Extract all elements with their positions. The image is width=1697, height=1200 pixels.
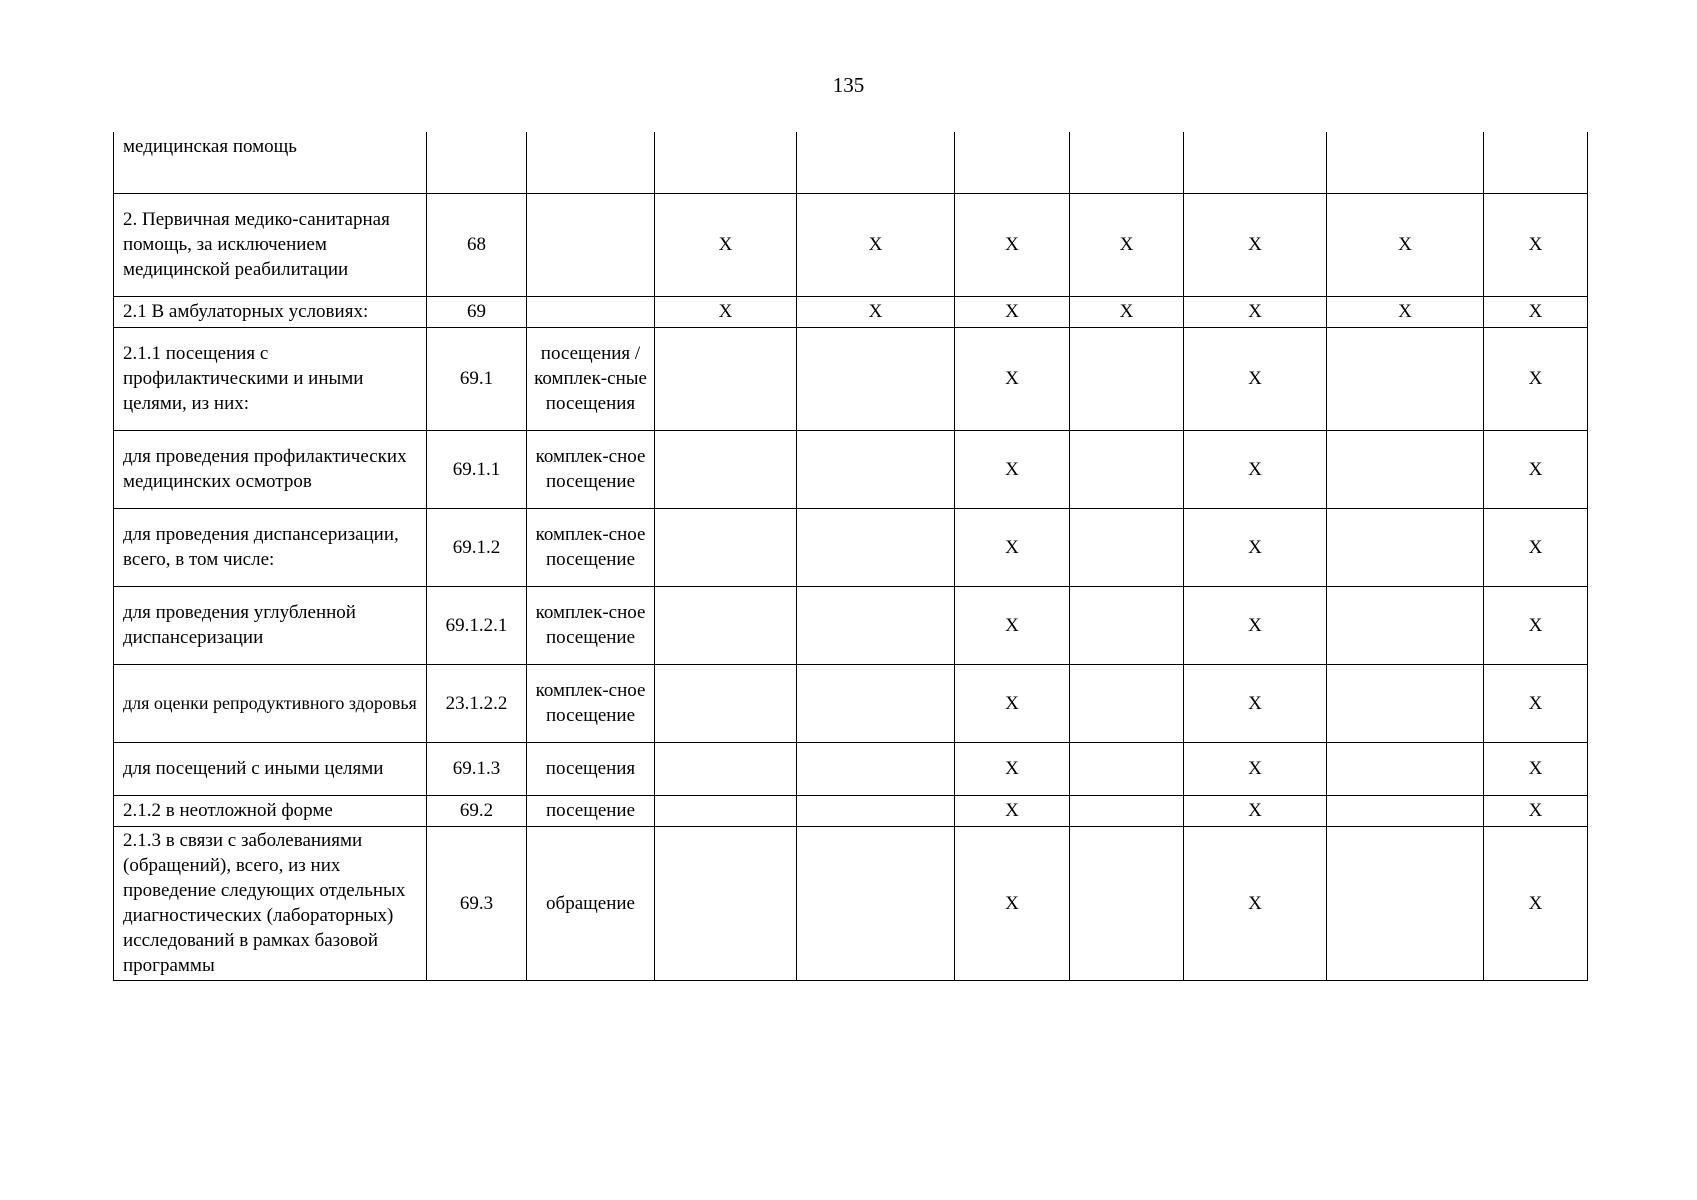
value-cell [955, 296, 1070, 327]
value-cell [1184, 430, 1327, 508]
x-mark: X [1528, 368, 1543, 389]
x-mark: X [718, 301, 733, 322]
x-mark: X [1528, 614, 1543, 636]
row-unit-cell: посещения /комплек-сные посещения [527, 327, 655, 430]
row-code-cell: 69.2 [427, 795, 527, 826]
value-cell [797, 327, 955, 430]
x-mark: X [1119, 234, 1134, 255]
table-row [114, 586, 1588, 664]
x-mark: X [1528, 800, 1543, 821]
value-cell [797, 193, 955, 296]
table-row [114, 193, 1588, 296]
value-cell [655, 430, 797, 508]
x-mark: X [1248, 234, 1262, 255]
x-mark: X [1248, 536, 1262, 558]
value-cell [1327, 664, 1484, 742]
value-cell [955, 664, 1070, 742]
value-cell [955, 795, 1070, 826]
table-row [114, 296, 1588, 327]
value-cell [1484, 742, 1588, 795]
value-cell [655, 327, 797, 430]
table-row [114, 742, 1588, 795]
x-mark: X [1005, 614, 1019, 636]
x-mark: X [1528, 301, 1543, 322]
row-name-cell: 2.1.2 в неотложной форме [114, 795, 427, 826]
value-cell [1070, 430, 1184, 508]
value-cell [797, 664, 955, 742]
row-code-cell: 69.1 [427, 327, 527, 430]
value-cell [1484, 193, 1588, 296]
value-cell [1327, 508, 1484, 586]
row-unit-cell [527, 296, 655, 327]
x-mark: X [1248, 368, 1262, 389]
row-name-cell: для посещений с иными целями [114, 742, 427, 795]
value-cell [1070, 586, 1184, 664]
x-mark: X [1398, 301, 1412, 322]
value-cell [955, 586, 1070, 664]
x-mark: X [1248, 692, 1262, 714]
value-cell [1184, 795, 1327, 826]
value-cell [1327, 132, 1484, 193]
x-mark: X [1005, 692, 1019, 714]
value-cell [1184, 327, 1327, 430]
x-mark: X [1248, 758, 1262, 779]
value-cell [1070, 132, 1184, 193]
row-unit-cell: посещения [527, 742, 655, 795]
value-cell [1484, 826, 1588, 980]
x-mark: X [1119, 301, 1134, 322]
row-name-cell: 2.1.3 в связи с заболеваниями (обращений), всего, из них проведение следующих отдельных диагностических (лабораторных) исследований в рамках базовой программы [114, 826, 427, 980]
value-cell [955, 132, 1070, 193]
table-row [114, 327, 1588, 430]
x-mark: X [1528, 536, 1543, 558]
table-row [114, 508, 1588, 586]
value-cell [1327, 296, 1484, 327]
value-cell [797, 132, 955, 193]
row-unit-cell [527, 132, 655, 193]
row-unit-cell: посещение [527, 795, 655, 826]
row-code-cell: 69 [427, 296, 527, 327]
x-mark: X [1005, 458, 1019, 480]
row-unit-cell: обращение [527, 826, 655, 980]
value-cell [1327, 742, 1484, 795]
value-cell [955, 826, 1070, 980]
row-code-cell: 69.1.2 [427, 508, 527, 586]
row-name-cell: для проведения диспансеризации, всего, в том числе: [114, 508, 427, 586]
value-cell [1327, 193, 1484, 296]
value-cell [655, 795, 797, 826]
x-mark: X [1005, 800, 1019, 821]
row-unit-cell [527, 193, 655, 296]
value-cell [655, 586, 797, 664]
value-cell [797, 508, 955, 586]
value-cell [1070, 193, 1184, 296]
x-mark: X [1005, 892, 1019, 914]
value-cell [655, 132, 797, 193]
x-mark: X [1528, 758, 1543, 779]
value-cell [797, 296, 955, 327]
value-cell [655, 508, 797, 586]
row-name-cell: медицинская помощь [114, 132, 427, 193]
row-code-cell: 69.1.2.1 [427, 586, 527, 664]
value-cell [1327, 795, 1484, 826]
value-cell [955, 508, 1070, 586]
page-number: 135 [832, 73, 865, 97]
x-mark: X [1005, 536, 1019, 558]
row-code-cell: 68 [427, 193, 527, 296]
value-cell [1070, 508, 1184, 586]
value-cell [1184, 296, 1327, 327]
value-cell [1484, 508, 1588, 586]
value-cell [1184, 586, 1327, 664]
value-cell [655, 826, 797, 980]
value-cell [655, 296, 797, 327]
row-code-cell: 69.1.1 [427, 430, 527, 508]
x-mark: X [1528, 458, 1543, 480]
value-cell [955, 327, 1070, 430]
x-mark: X [868, 234, 883, 255]
x-mark: X [1528, 892, 1543, 914]
table-row [114, 826, 1588, 980]
value-cell [1327, 586, 1484, 664]
x-mark: X [1248, 301, 1262, 322]
value-cell [1484, 795, 1588, 826]
row-code-cell: 69.1.3 [427, 742, 527, 795]
value-cell [1484, 296, 1588, 327]
value-cell [1184, 132, 1327, 193]
value-cell [1327, 327, 1484, 430]
row-name-cell: 2. Первичная медико-санитарная помощь, за исключением медицинской реабилитации [114, 193, 427, 296]
value-cell [1184, 742, 1327, 795]
value-cell [1484, 327, 1588, 430]
table-body [114, 132, 1588, 980]
x-mark: X [1248, 614, 1262, 636]
row-name-cell: 2.1.1 посещения с профилактическими и иными целями, из них: [114, 327, 427, 430]
value-cell [797, 795, 955, 826]
table-row [114, 664, 1588, 742]
value-cell [1070, 742, 1184, 795]
value-cell [655, 742, 797, 795]
value-cell [1184, 508, 1327, 586]
value-cell [797, 430, 955, 508]
x-mark: X [1005, 758, 1019, 779]
value-cell [1070, 327, 1184, 430]
table-row [114, 132, 1588, 193]
x-mark: X [1398, 234, 1412, 255]
x-mark: X [1248, 458, 1262, 480]
row-code-cell: 23.1.2.2 [427, 664, 527, 742]
value-cell [797, 742, 955, 795]
x-mark: X [1528, 692, 1543, 714]
row-code-cell [427, 132, 527, 193]
value-cell [1327, 430, 1484, 508]
value-cell [1327, 826, 1484, 980]
value-cell [1184, 193, 1327, 296]
value-cell [1484, 430, 1588, 508]
table-row [114, 795, 1588, 826]
value-cell [797, 826, 955, 980]
row-name-cell: для проведения углубленной диспансеризации [114, 586, 427, 664]
row-unit-cell: комплек-сное посещение [527, 586, 655, 664]
x-mark: X [718, 234, 733, 255]
value-cell [1184, 664, 1327, 742]
value-cell [797, 586, 955, 664]
value-cell [655, 193, 797, 296]
value-cell [1484, 586, 1588, 664]
value-cell [1070, 296, 1184, 327]
value-cell [655, 664, 797, 742]
value-cell [1070, 826, 1184, 980]
value-cell [955, 742, 1070, 795]
x-mark: X [1005, 301, 1019, 322]
value-cell [955, 430, 1070, 508]
row-unit-cell: комплек-сное посещение [527, 508, 655, 586]
x-mark: X [1248, 800, 1262, 821]
value-cell [1070, 795, 1184, 826]
x-mark: X [1248, 892, 1262, 914]
x-mark: X [868, 301, 883, 322]
x-mark: X [1528, 234, 1543, 255]
table-row [114, 430, 1588, 508]
value-cell [1484, 664, 1588, 742]
row-unit-cell: комплек-сное посещение [527, 430, 655, 508]
row-name-cell: для проведения профилактических медицинских осмотров [114, 430, 427, 508]
value-cell [955, 193, 1070, 296]
x-mark: X [1005, 234, 1019, 255]
row-unit-cell: комплек-сное посещение [527, 664, 655, 742]
row-name-cell: для оценки репродуктивного здоровья [114, 664, 427, 742]
row-name-cell: 2.1 В амбулаторных условиях: [114, 296, 427, 327]
value-cell [1070, 664, 1184, 742]
value-cell [1184, 826, 1327, 980]
data-table [113, 132, 1588, 981]
x-mark: X [1005, 368, 1019, 389]
row-code-cell: 69.3 [427, 826, 527, 980]
value-cell [1484, 132, 1588, 193]
